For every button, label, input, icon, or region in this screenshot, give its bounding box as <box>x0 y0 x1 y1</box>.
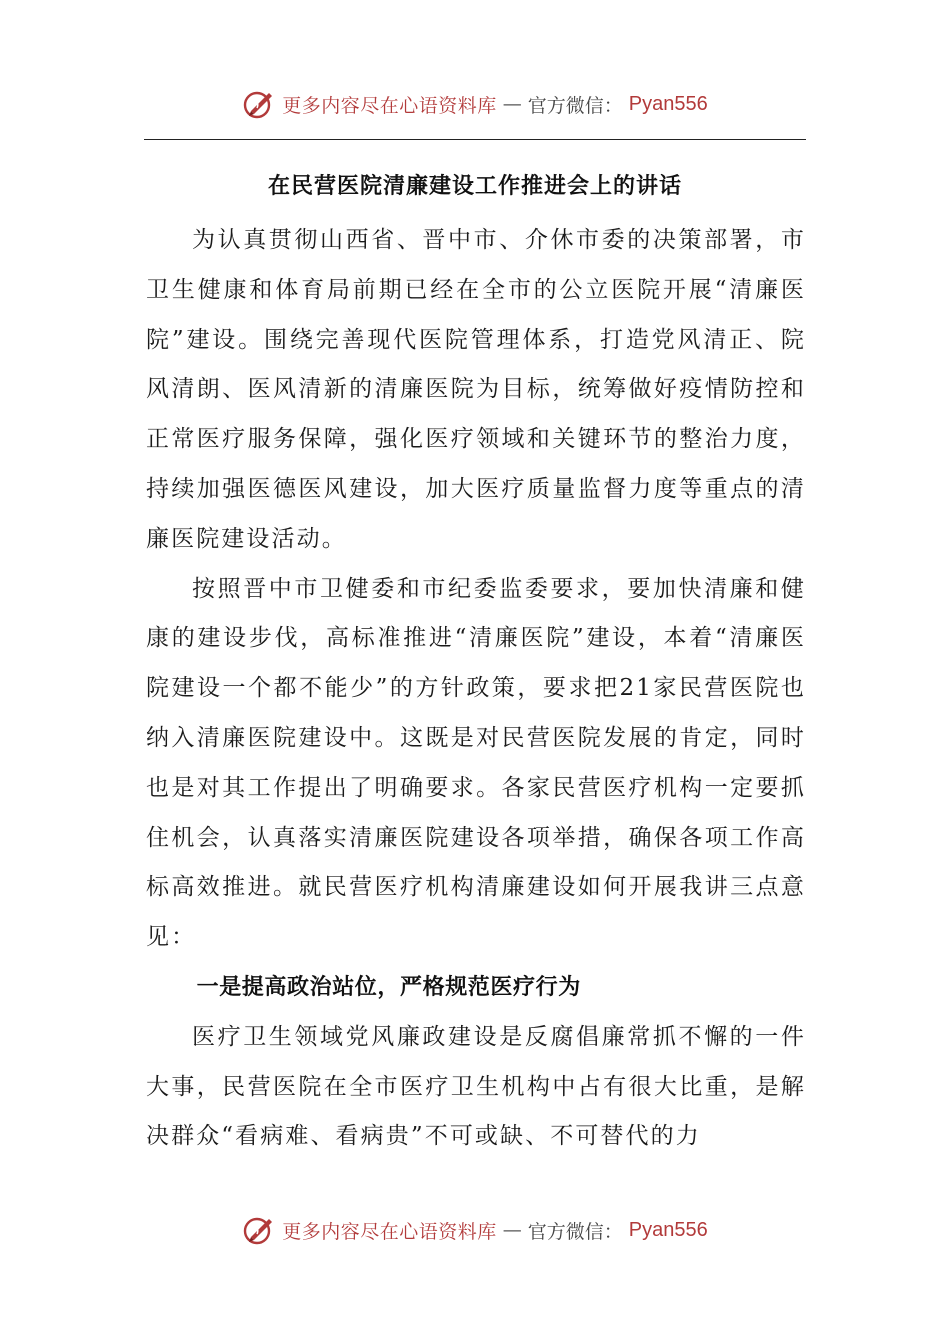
brand-name: 更多内容尽在心语资料库 <box>282 94 497 117</box>
contact-id: Pyan556 <box>628 1218 708 1241</box>
footer-watermark <box>0 1208 950 1252</box>
pen-logo-icon <box>242 87 276 121</box>
brand-name: 更多内容尽在心语资料库 <box>282 1220 497 1243</box>
pen-logo-icon <box>242 1213 276 1247</box>
brand-separator: — <box>502 93 522 115</box>
contact-label: 官方微信： <box>527 1220 623 1243</box>
header-watermark <box>0 82 950 126</box>
header-divider <box>144 139 806 140</box>
paragraph-2: 按照晋中市卫健委和市纪委监委要求，要加快清廉和健康的建设步伐，高标准推进“清廉医院”建设，本着“清廉医院建设一个都不能少”的方针政策，要求把21家民营医院也纳入清廉医院建设中。这既是对民营医院发展的肯定，同时也是对其工作提出了明确要求。各家民营医疗机构一定要抓住机会，认真落实清廉医院建设各项举措，确保各项工作高标高效推进。就民营医疗机构清廉建设如何开展我讲三点意见： <box>146 575 806 951</box>
brand-separator: — <box>502 1219 522 1241</box>
paragraph-3: 医疗卫生领域党风廉政建设是反腐倡廉常抓不懈的一件大事，民营医院在全市医疗卫生机构中占有很大比重，是解决群众“看病难、看病贵”不可或缺、不可替代的力 <box>146 1023 806 1150</box>
document-title: 在民营医院清廉建设工作推进会上的讲话 <box>267 173 682 199</box>
paragraph-1: 为认真贯彻山西省、晋中市、介休市委的决策部署，市卫生健康和体育局前期已经在全市的公立医院开展“清廉医院”建设。围绕完善现代医院管理体系，打造党风清正、院风清朗、医风清新的清廉医院为目标，统筹做好疫情防控和正常医疗服务保障，强化医疗领域和关键环节的整治力度，持续加强医德医风建设，加大医疗质量监督力度等重点的清廉医院建设活动。 <box>146 227 806 552</box>
section-1-heading: 一是提高政治站位，严格规范医疗行为 <box>196 974 581 1000</box>
contact-label: 官方微信： <box>527 94 623 117</box>
document-body <box>146 216 806 1162</box>
contact-id: Pyan556 <box>628 92 708 115</box>
